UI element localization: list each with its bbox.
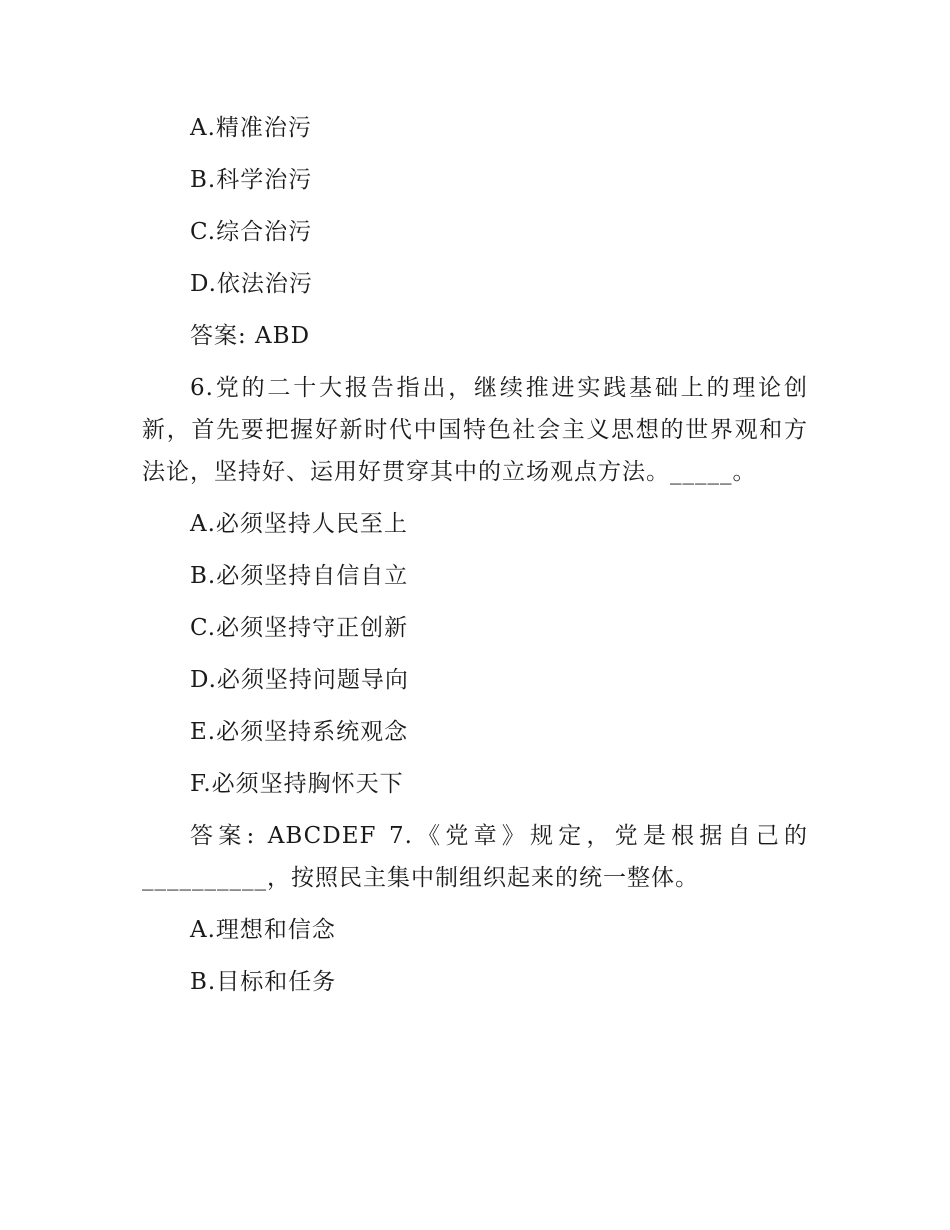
q7-stem-line-1: 答案: ABCDEF 7.《党章》规定，党是根据自己的 — [190, 823, 808, 849]
q6-option-a: A.必须坚持人民至上 — [190, 511, 408, 537]
q6-stem-line-3: 法论，坚持好、运用好贯穿其中的立场观点方法。_____。 — [142, 459, 757, 485]
q6-option-f: F.必须坚持胸怀天下 — [190, 771, 404, 797]
q7-stem-line-2: __________，按照民主集中制组织起来的统一整体。 — [142, 865, 699, 891]
q7-option-b: B.目标和任务 — [190, 969, 337, 995]
q6-option-b: B.必须坚持自信自立 — [190, 563, 409, 589]
q5-option-c: C.综合治污 — [190, 219, 313, 245]
q5-option-a: A.精准治污 — [190, 115, 312, 141]
q7-option-a: A.理想和信念 — [190, 917, 336, 943]
q5-option-b: B.科学治污 — [190, 167, 313, 193]
q6-stem-line-2: 新，首先要把握好新时代中国特色社会主义思想的世界观和方 — [142, 417, 808, 443]
q6-option-c: C.必须坚持守正创新 — [190, 615, 409, 641]
q6-option-e: E.必须坚持系统观念 — [190, 719, 409, 745]
q6-stem-line-1: 6.党的二十大报告指出，继续推进实践基础上的理论创 — [190, 375, 808, 401]
q5-option-d: D.依法治污 — [190, 271, 313, 297]
q5-answer: 答案: ABD — [190, 323, 311, 349]
q6-option-d: D.必须坚持问题导向 — [190, 667, 409, 693]
